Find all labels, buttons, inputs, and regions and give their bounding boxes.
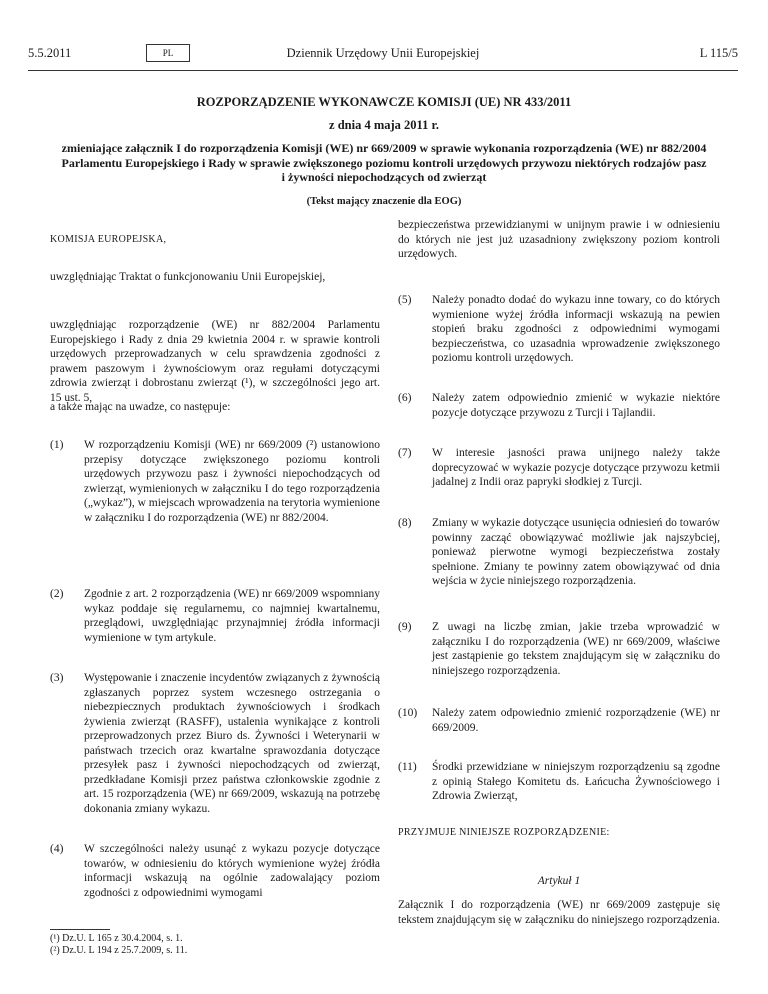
recital-text: W interesie jasności prawa unijnego należy także doprecyzować w wykazie pozycje dotyczące przywozu ketmii jadalnej z Indii oraz papryki słodkiej z Turcji. bbox=[432, 447, 720, 488]
document-title bbox=[60, 94, 708, 210]
recital-text: W szczególności należy usunąć z wykazu pozycje dotyczące towarów, w odniesieniu do których wymienione wyżej źródła informacji wskazują na ogólnie zadowalający poziom zgodności z odpowiednimi wymogami bbox=[84, 843, 380, 899]
recital-text: Z uwagi na liczbę zmian, jakie trzeba wprowadzić w załączniku I do rozporządzenia (WE) nr 669/2009, właściwe jest zastąpienie go tekstem znajdującym się w załączniku do niniejszego rozporządzenia. bbox=[432, 621, 720, 677]
recital-text: Występowanie i znaczenie incydentów związanych z żywnością zgłaszanych poprzez system wczesnego ostrzegania o niebezpiecznych produktach żywnościowych i środkach żywienia zwierząt (RASFF), ustalenia wynikające z kontroli przeprowadzonych przez Biuro ds. Żywności i Weterynarii w państwach trzecich oraz kwartalne sprawozdania dotyczące przesyłek pasz i żywności niepochodzących od zwierząt, przedkładane Komisji przez państwa członkowskie zgodnie z art. 15 rozporządzenia (WE) nr 669/2009, wskazują na potrzebę dokonania zmiany wykazu. bbox=[84, 672, 380, 815]
publication-date: 5.5.2011 bbox=[28, 46, 72, 60]
treaty-clause: uwzględniając Traktat o funkcjonowaniu Unii Europejskiej, bbox=[50, 271, 326, 283]
recital-number: (2) bbox=[50, 588, 64, 600]
recital-text: Zmiany w wykazie dotyczące usunięcia odniesień do towarów powinny zacząć obowiązywać możliwie jak najszybciej, ponieważ pierwotne wymogi bezpieczeństwa zostały spełnione. Zmiany te powinny zatem obowiązywać od dnia wejścia w życie niniejszego rozporządzenia. bbox=[432, 517, 720, 587]
recital-text: W rozporządzeniu Komisji (WE) nr 669/2009 (²) ustanowiono przepisy dotyczące zwiększonego poziomu kontroli urzędowych przywozu pasz i żywności niepochodzących od zwierząt, wymienionych w załączniku I do tego rozporządzenia („wykaz”), w miejscach wprowadzenia na terytoria wymienione w załączniku I do rozporządzenia (WE) nr 882/2004. bbox=[84, 439, 380, 524]
recital-number: (1) bbox=[50, 439, 64, 451]
regulation-title: ROZPORZĄDZENIE WYKONAWCZE KOMISJI (UE) NR 433/2011 bbox=[196, 95, 572, 109]
recital-text: Należy zatem odpowiednio zmienić w wykazie niektóre pozycje dotyczące przywozu z Turcji i Tajlandii. bbox=[432, 392, 720, 419]
recital-number: (8) bbox=[398, 517, 412, 529]
recital-number: (6) bbox=[398, 392, 412, 404]
article-text: Załącznik I do rozporządzenia (WE) nr 669/2009 zastępuje się tekstem znajdującym się w załączniku do niniejszego rozporządzenia. bbox=[398, 899, 720, 926]
regulation-date: z dnia 4 maja 2011 r. bbox=[329, 118, 439, 132]
commission-heading: KOMISJA EUROPEJSKA, bbox=[50, 234, 167, 245]
recital-text: Środki przewidziane w niniejszym rozporządzeniu są zgodne z opinią Stałego Komitetu ds. Łańcucha Żywnościowego i Zdrowia Zwierząt, bbox=[432, 761, 720, 802]
eea-relevance: (Tekst mający znaczenie dla EOG) bbox=[306, 195, 462, 207]
recital-number: (7) bbox=[398, 447, 412, 459]
regulation-subject: zmieniające załącznik I do rozporządzenia Komisji (WE) nr 669/2009 w sprawie wykonania rozporządzenia (WE) nr 882/2004 Parlamentu Europejskiego i Rady w sprawie zwiększonego poziomu kontroli urzędowych przywozu niektórych rodzajów pasz i żywności niepochodzących od zwierząt bbox=[61, 141, 707, 184]
recital-number: (10) bbox=[398, 707, 418, 719]
page-header bbox=[28, 44, 738, 64]
recital-text: Należy zatem odpowiednio zmienić rozporządzenie (WE) nr 669/2009. bbox=[432, 707, 720, 734]
whereas-clause: a także mając na uwadze, co następuje: bbox=[50, 401, 231, 413]
recital-number: (11) bbox=[398, 761, 417, 773]
recital-number: (9) bbox=[398, 621, 412, 633]
header-divider bbox=[28, 70, 738, 71]
regulation-clause: uwzględniając rozporządzenie (WE) nr 882/2004 Parlamentu Europejskiego i Rady z dnia 29 kwietnia 2004 r. w sprawie kontroli urzędowych przeprowadzanych w celu sprawdzenia zgodności z prawem paszowym i żywnościowym oraz regułami dotyczącymi zdrowia zwierząt i dobrostanu zwierząt (¹), w szczególności jego art. 15 ust. 5, bbox=[50, 319, 380, 404]
footnote: (²) Dz.U. L 194 z 25.7.2009, s. 11. bbox=[50, 945, 188, 956]
footnote-divider bbox=[50, 929, 110, 930]
recital-text: Należy ponadto dodać do wykazu inne towary, co do których wymienione wyżej źródła informacji wskazują na pewien stopień braku zgodności z odpowiednimi wymogami bezpieczeństwa, co uzasadnia wprowadzenie zwiększonego poziomu kontroli urzędowych. bbox=[432, 294, 720, 364]
recital-4-continued: bezpieczeństwa przewidzianymi w unijnym prawie i w odniesieniu do których nie jest już uzasadniony zwiększony poziom kontroli urzędowych. bbox=[398, 219, 720, 260]
recital-number: (4) bbox=[50, 843, 64, 855]
journal-title: Dziennik Urzędowy Unii Europejskiej bbox=[286, 46, 480, 60]
adoption-statement: PRZYJMUJE NINIEJSZE ROZPORZĄDZENIE: bbox=[398, 827, 610, 838]
page-number: L 115/5 bbox=[699, 46, 738, 60]
language-badge: PL bbox=[146, 44, 190, 62]
footnote: (¹) Dz.U. L 165 z 30.4.2004, s. 1. bbox=[50, 933, 183, 944]
recital-number: (5) bbox=[398, 294, 412, 306]
article-heading: Artykuł 1 bbox=[537, 875, 581, 887]
recital-number: (3) bbox=[50, 672, 64, 684]
recital-text: Zgodnie z art. 2 rozporządzenia (WE) nr 669/2009 wspomniany wykaz poddaje się regularnemu, co najmniej kwartalnemu, przeglądowi, uwzględniając przynajmniej źródła informacji wymienione w tym artykule. bbox=[84, 588, 380, 644]
